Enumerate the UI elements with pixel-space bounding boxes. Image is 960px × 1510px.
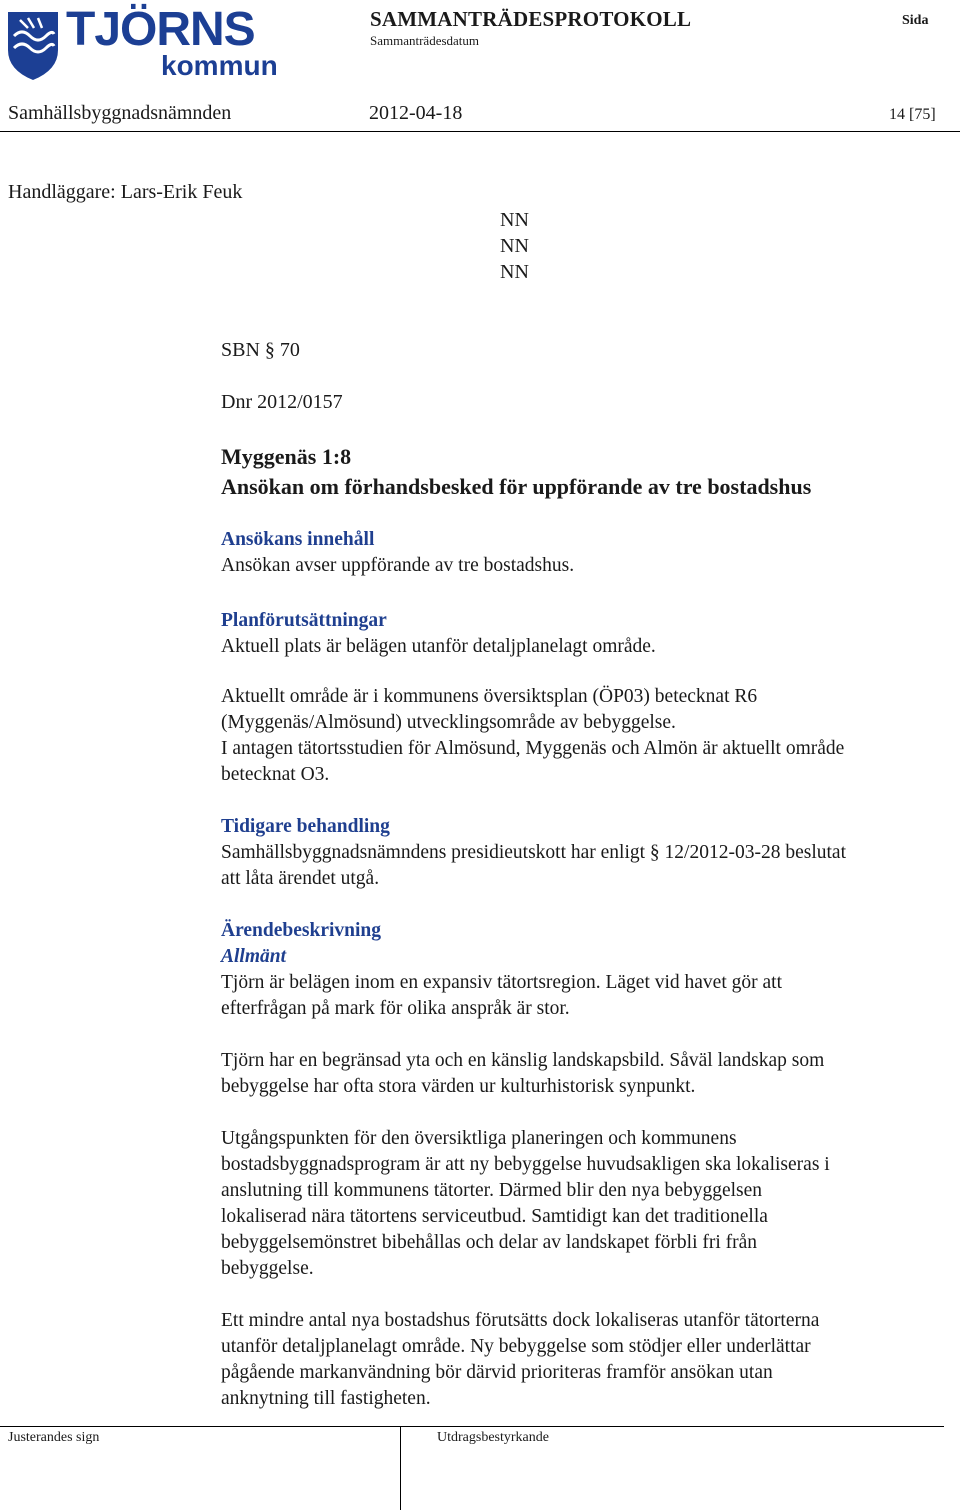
body-text-line: att låta ärendet utgå. xyxy=(221,868,380,889)
body-text-line: bebyggelse har ofta stora värden ur kulturhistorisk synpunkt. xyxy=(221,1076,696,1097)
body-text-line: Utgångspunkten för den översiktliga planeringen och kommunens xyxy=(221,1128,737,1149)
section-heading: Planförutsättningar xyxy=(221,610,387,631)
page-label: Sida xyxy=(902,13,929,28)
shield-icon xyxy=(8,12,58,80)
recipient-3: NN xyxy=(500,261,529,283)
recipient-1: NN xyxy=(500,209,529,231)
meeting-date: 2012-04-18 xyxy=(369,102,463,124)
body-text-line: efterfrågan på mark för olika anspråk är stor. xyxy=(221,998,570,1019)
recipient-2: NN xyxy=(500,235,529,257)
body-text-line: lokaliserad nära tätortens serviceutbud. Samtidigt kan det traditionella xyxy=(221,1206,768,1227)
body-text-line: utanför detaljplanelagt område. Ny bebyggelse som stödjer eller underlättar xyxy=(221,1336,811,1357)
section-heading: Tidigare behandling xyxy=(221,816,390,837)
header-info-row xyxy=(8,102,463,125)
footer-rule-left xyxy=(0,1426,400,1427)
body-text-line: Ansökan avser uppförande av tre bostadshus. xyxy=(221,555,575,576)
body-text-line: anslutning till kommunens tätorter. Därmed blir den nya bebyggelsen xyxy=(221,1180,763,1201)
case-officer: Handläggare: Lars-Erik Feuk xyxy=(8,181,243,203)
body-text-line: Aktuellt område är i kommunens översiktsplan (ÖP03) betecknat R6 xyxy=(221,686,758,707)
utdragsbestyrkande-label: Utdragsbestyrkande xyxy=(437,1430,549,1445)
case-title-line2: Ansökan om förhandsbesked för uppförande av tre bostadshus xyxy=(221,474,812,499)
body-text-line: anknytning till fastigheten. xyxy=(221,1388,431,1409)
body-text-line: bebyggelsemönstret bibehållas och delar av landskapet förbli fri från xyxy=(221,1232,758,1253)
section-heading: Ärendebeskrivning xyxy=(221,920,381,941)
body-text-line: Tjörn har en begränsad yta och en känslig landskapsbild. Såväl landskap som xyxy=(221,1050,825,1071)
protocol-title: SAMMANTRÄDESPROTOKOLL xyxy=(370,7,692,31)
body-text-line: Ett mindre antal nya bostadshus förutsätts dock lokaliseras utanför tätorterna xyxy=(221,1310,820,1331)
meeting-date-label: Sammanträdesdatum xyxy=(370,33,480,48)
logo-subtext: kommun xyxy=(161,50,278,81)
body-text-line: Samhällsbyggnadsnämndens presidieutskott har enligt § 12/2012-03-28 beslutat xyxy=(221,842,846,863)
document-body xyxy=(221,0,951,1420)
body-text-line: bebyggelse. xyxy=(221,1258,314,1279)
committee-name: Samhällsbyggnadsnämnden xyxy=(8,102,232,124)
body-text-line: bostadsbyggnadsprogram är att ny bebyggelse huvudsakligen ska lokaliseras i xyxy=(221,1154,830,1175)
paragraph-number: SBN § 70 xyxy=(221,339,300,361)
body-text-line: (Myggenäs/Almösund) utvecklingsområde av bebyggelse. xyxy=(221,712,676,733)
justerandes-sign-label: Justerandes sign xyxy=(8,1430,100,1445)
body-text-line: betecknat O3. xyxy=(221,764,330,785)
body-text-line: Tjörn är belägen inom en expansiv tätortsregion. Läget vid havet gör att xyxy=(221,972,782,993)
body-text-line: Aktuell plats är belägen utanför detaljplanelagt område. xyxy=(221,636,656,657)
diary-number: Dnr 2012/0157 xyxy=(221,391,343,413)
logo-wordmark: TJÖRNS xyxy=(66,3,255,56)
section-subheading: Allmänt xyxy=(221,946,287,967)
footer-rule-right xyxy=(400,1426,944,1427)
body-text-line: I antagen tätortsstudien för Almösund, Myggenäs och Almön är aktuellt område xyxy=(221,738,845,759)
body-text-line: pågående markanvändning bör därvid prioriteras framför ansökan utan xyxy=(221,1362,773,1383)
page-number: 14 [75] xyxy=(889,106,936,123)
section-heading: Ansökans innehåll xyxy=(221,529,375,550)
footer-divider xyxy=(400,1426,401,1510)
case-title-line1: Myggenäs 1:8 xyxy=(221,444,352,469)
